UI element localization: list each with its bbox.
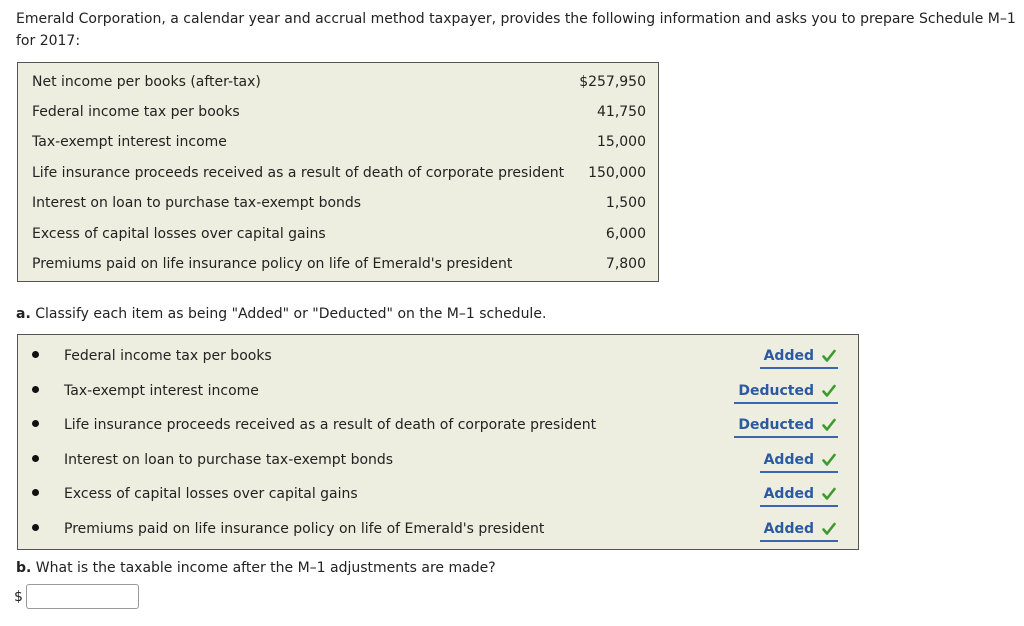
given-label: Net income per books (after-tax): [32, 74, 261, 90]
checkmark-icon: [822, 522, 836, 536]
given-row: [18, 249, 658, 279]
currency-symbol: $: [14, 589, 23, 605]
classification-row: [18, 443, 858, 477]
given-row: [18, 158, 658, 188]
item-text: Life insurance proceeds received as a result of death of corporate president: [64, 417, 597, 433]
checkmark-icon: [822, 349, 836, 363]
given-label: Interest on loan to purchase tax-exempt bonds: [32, 195, 362, 211]
selected-answer: Added: [763, 486, 814, 502]
classification-row: [18, 374, 858, 408]
item-text: Tax-exempt interest income: [64, 383, 259, 399]
given-row: [18, 188, 658, 218]
item-text: Excess of capital losses over capital gains: [64, 486, 358, 502]
checkmark-icon: [822, 487, 836, 501]
selected-answer: Added: [763, 452, 814, 468]
item-text: Interest on loan to purchase tax-exempt bonds: [64, 452, 394, 468]
given-label: Excess of capital losses over capital gains: [32, 226, 326, 242]
classification-dropdown[interactable]: [760, 483, 838, 507]
given-row: [18, 219, 658, 249]
checkmark-icon: [822, 453, 836, 467]
given-amount: $257,950: [579, 74, 646, 90]
part-a-text: Classify each item as being "Added" or "Deducted" on the M–1 schedule.: [35, 306, 547, 322]
bullet-icon: [32, 351, 39, 358]
given-amount: 41,750: [597, 104, 646, 120]
part-a-label: a.: [16, 306, 31, 322]
given-label: Federal income tax per books: [32, 104, 240, 120]
given-row: [18, 97, 658, 127]
part-b-question: [16, 558, 496, 578]
classification-dropdown[interactable]: [734, 414, 838, 438]
part-b-label: b.: [16, 560, 32, 576]
given-label: Life insurance proceeds received as a result of death of corporate president: [32, 165, 565, 181]
bullet-icon: [32, 489, 39, 496]
given-label: Tax-exempt interest income: [32, 134, 227, 150]
bullet-icon: [32, 524, 39, 531]
part-b-text: What is the taxable income after the M–1 adjustments are made?: [35, 560, 496, 576]
classification-dropdown[interactable]: [734, 380, 838, 404]
given-row: [18, 127, 658, 157]
item-text: Federal income tax per books: [64, 348, 272, 364]
selected-answer: Added: [763, 348, 814, 364]
given-information-table: [17, 62, 659, 282]
bullet-icon: [32, 386, 39, 393]
selected-answer: Added: [763, 521, 814, 537]
problem-intro: Emerald Corporation, a calendar year and accrual method taxpayer, provides the following information and asks you to prepare Schedule M–1 for 2017:: [16, 11, 1016, 49]
given-amount: 15,000: [597, 134, 646, 150]
given-row: [18, 67, 658, 97]
bullet-icon: [32, 455, 39, 462]
classification-row: [18, 512, 858, 546]
part-a-question: [16, 304, 546, 324]
classification-row: [18, 339, 858, 373]
classification-dropdown[interactable]: [760, 518, 838, 542]
item-text: Premiums paid on life insurance policy on life of Emerald's president: [64, 521, 545, 537]
classification-row: [18, 477, 858, 511]
taxable-income-input[interactable]: [26, 584, 139, 609]
classification-table: [17, 334, 859, 550]
given-amount: 7,800: [605, 256, 646, 272]
classification-row: [18, 408, 858, 442]
classification-dropdown[interactable]: [760, 345, 838, 369]
checkmark-icon: [822, 384, 836, 398]
selected-answer: Deducted: [738, 383, 814, 399]
given-amount: 6,000: [605, 226, 646, 242]
selected-answer: Deducted: [738, 417, 814, 433]
given-label: Premiums paid on life insurance policy on life of Emerald's president: [32, 256, 513, 272]
classification-dropdown[interactable]: [760, 449, 838, 473]
given-amount: 150,000: [588, 165, 646, 181]
checkmark-icon: [822, 418, 836, 432]
bullet-icon: [32, 420, 39, 427]
given-amount: 1,500: [605, 195, 646, 211]
